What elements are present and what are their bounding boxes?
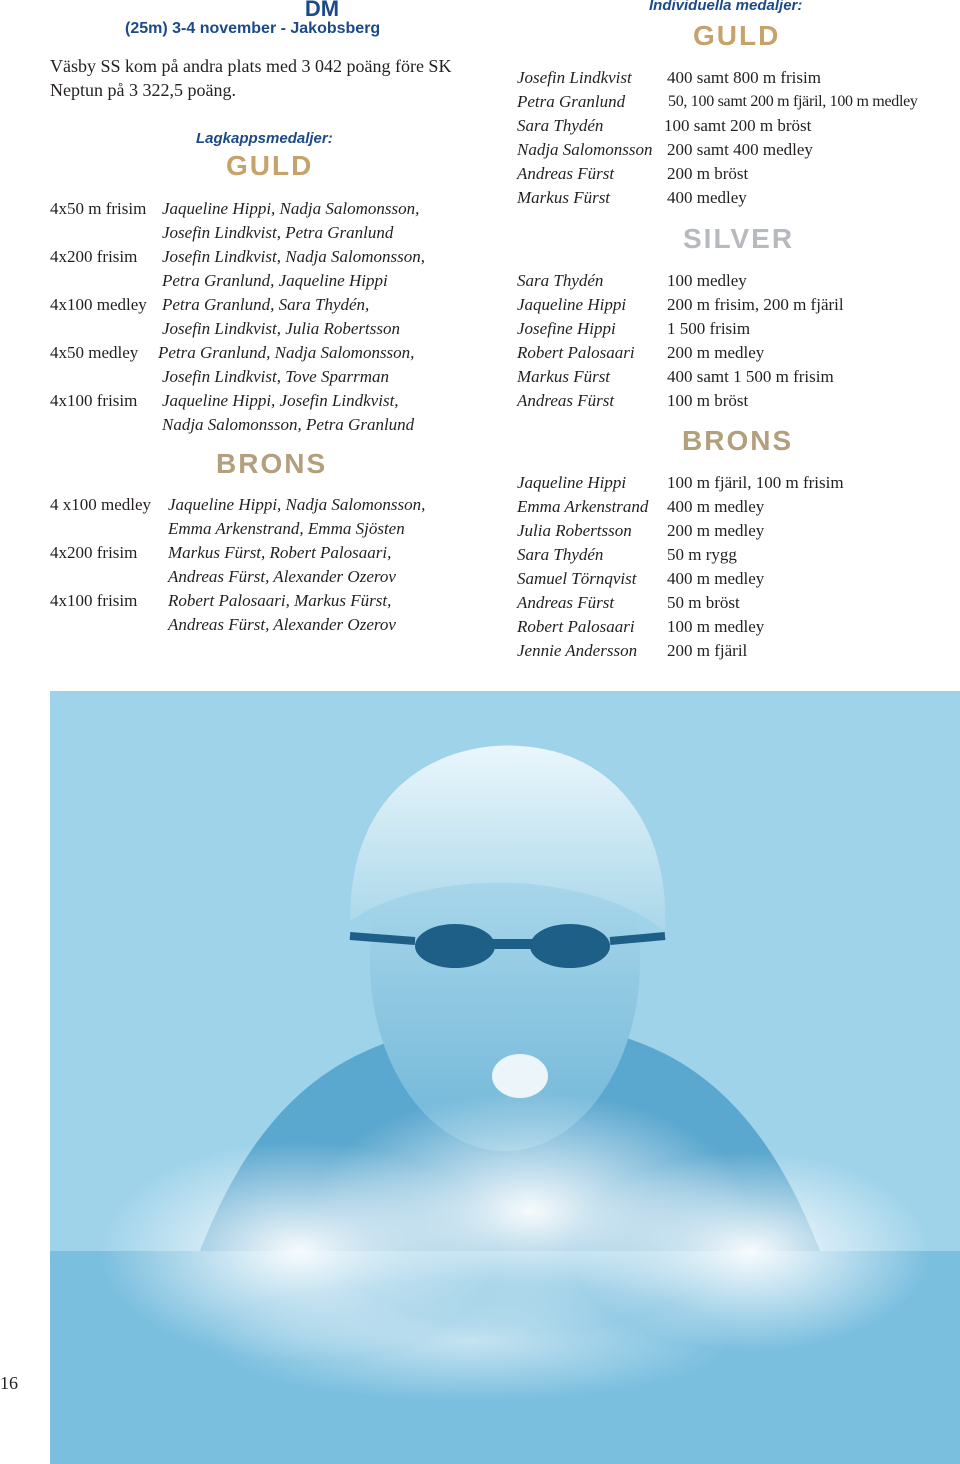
individual-bronze-row <box>517 495 960 519</box>
individual-bronze-heading: BRONS <box>682 425 794 456</box>
relay-names <box>162 293 400 341</box>
athlete-name: Samuel Törnqvist <box>517 569 637 588</box>
athlete-event: 100 m bröst <box>667 391 749 410</box>
athlete-name: Josefine Hippi <box>517 319 616 338</box>
athlete-event: 400 medley <box>667 188 747 207</box>
relay-event: 4x200 frisim <box>50 247 138 266</box>
relay-event: 4x100 medley <box>50 295 147 314</box>
athlete-event: 100 m fjäril, 100 m frisim <box>667 473 844 492</box>
athlete-name: Jennie Andersson <box>517 641 638 660</box>
relay-names-line: Petra Granlund, Jaqueline Hippi <box>162 271 388 290</box>
individual-silver-row <box>517 293 960 317</box>
athlete-name: Andreas Fürst <box>517 391 615 410</box>
individual-bronze-row <box>517 519 960 543</box>
relay-names-line: Emma Arkenstrand, Emma Sjösten <box>168 519 405 538</box>
individual-silver-row <box>517 365 960 389</box>
relay-names-line: Markus Fürst, Robert Palosaari, <box>168 543 392 562</box>
intro-paragraph: Väsby SS kom på andra plats med 3 042 poäng före SK Neptun på 3 322,5 poäng. <box>50 56 452 100</box>
relay-event: 4x200 frisim <box>50 543 138 562</box>
athlete-event: 50, 100 samt 200 m fjäril, 100 m medley <box>668 93 918 110</box>
individual-silver-row <box>517 341 960 365</box>
athlete-event: 50 m rygg <box>667 545 737 564</box>
relay-event: 4x100 frisim <box>50 591 138 610</box>
athlete-name: Petra Granlund <box>517 92 626 111</box>
individual-bronze-row <box>517 615 960 639</box>
athlete-event: 200 m bröst <box>667 164 749 183</box>
relay-bronze-heading: BRONS <box>216 448 328 479</box>
relay-names <box>162 197 419 245</box>
individual-bronze-row <box>517 567 960 591</box>
athlete-event: 200 m medley <box>667 343 765 362</box>
relay-names <box>158 341 414 389</box>
athlete-event: 200 m fjäril <box>667 641 748 660</box>
athlete-event: 50 m bröst <box>667 593 740 612</box>
athlete-event: 200 m medley <box>667 521 765 540</box>
athlete-name: Sara Thydén <box>517 271 604 290</box>
athlete-name: Sara Thydén <box>517 116 604 135</box>
individual-bronze-row <box>517 639 960 663</box>
individual-heading: Individuella medaljer: <box>649 0 803 14</box>
athlete-event: 1 500 frisim <box>667 319 751 338</box>
relay-names-line: Robert Palosaari, Markus Fürst, <box>168 591 392 610</box>
relay-names-line: Andreas Fürst, Alexander Ozerov <box>168 567 396 586</box>
athlete-name: Robert Palosaari <box>517 617 635 636</box>
individual-gold-row <box>517 66 960 90</box>
individual-bronze-row <box>517 591 960 615</box>
individual-gold-heading: GULD <box>693 20 781 51</box>
athlete-name: Markus Fürst <box>517 188 611 207</box>
relay-names-line: Andreas Fürst, Alexander Ozerov <box>168 615 396 634</box>
relay-names-line: Petra Granlund, Sara Thydén, <box>162 295 370 314</box>
athlete-event: 400 samt 1 500 m frisim <box>667 367 834 386</box>
individual-gold-row <box>517 138 960 162</box>
relay-names <box>168 541 396 589</box>
event-subtitle: (25m) 3-4 november - Jakobsberg <box>125 20 381 37</box>
athlete-name: Josefin Lindkvist <box>517 68 632 87</box>
athlete-name: Sara Thydén <box>517 545 604 564</box>
individual-silver-heading: SILVER <box>683 223 795 254</box>
relay-names <box>168 589 396 637</box>
athlete-event: 200 m frisim, 200 m fjäril <box>667 295 844 314</box>
athlete-name: Andreas Fürst <box>517 164 615 183</box>
athlete-name: Markus Fürst <box>517 367 611 386</box>
relay-names-line: Josefin Lindkvist, Nadja Salomonsson, <box>162 247 426 266</box>
relay-names-line: Petra Granlund, Nadja Salomonsson, <box>158 343 415 362</box>
page-title: DM <box>304 0 340 21</box>
athlete-event: 200 samt 400 medley <box>667 140 813 159</box>
relay-names-line: Josefin Lindkvist, Julia Robertsson <box>162 319 400 338</box>
athlete-event: 100 samt 200 m bröst <box>664 116 812 135</box>
relay-heading: Lagkappsmedaljer: <box>196 130 333 147</box>
athlete-event: 100 medley <box>667 271 747 290</box>
individual-gold-row <box>517 90 960 114</box>
relay-names <box>162 389 414 437</box>
athlete-name: Emma Arkenstrand <box>517 497 649 516</box>
relay-names-line: Jaqueline Hippi, Nadja Salomonsson, <box>168 495 426 514</box>
page-number: 16 <box>0 1373 18 1393</box>
athlete-name: Robert Palosaari <box>517 343 635 362</box>
individual-gold-row <box>517 186 960 210</box>
relay-event: 4x50 m frisim <box>50 199 147 218</box>
relay-event: 4x50 medley <box>50 343 139 362</box>
relay-names-line: Jaqueline Hippi, Nadja Salomonsson, <box>162 199 420 218</box>
individual-silver-row <box>517 269 960 293</box>
individual-gold-row <box>517 162 960 186</box>
relay-event: 4 x100 medley <box>50 495 152 514</box>
athlete-event: 100 m medley <box>667 617 765 636</box>
relay-names-line: Josefin Lindkvist, Petra Granlund <box>162 223 394 242</box>
relay-event: 4x100 frisim <box>50 391 138 410</box>
athlete-event: 400 m medley <box>667 569 765 588</box>
swimmer-photo <box>50 691 960 1464</box>
athlete-event: 400 m medley <box>667 497 765 516</box>
athlete-name: Nadja Salomonsson <box>517 140 653 159</box>
individual-gold-row <box>517 114 960 138</box>
swimmer-illustration <box>50 691 960 1464</box>
relay-names-line: Nadja Salomonsson, Petra Granlund <box>162 415 415 434</box>
individual-bronze-row <box>517 543 960 567</box>
athlete-name: Jaqueline Hippi <box>517 473 627 492</box>
athlete-name: Andreas Fürst <box>517 593 615 612</box>
individual-silver-row <box>517 389 960 413</box>
relay-names-line: Josefin Lindkvist, Tove Sparrman <box>162 367 389 386</box>
relay-names-line: Jaqueline Hippi, Josefin Lindkvist, <box>162 391 399 410</box>
athlete-name: Jaqueline Hippi <box>517 295 627 314</box>
individual-bronze-row <box>517 471 960 495</box>
relay-gold-heading: GULD <box>226 150 314 181</box>
athlete-name: Julia Robertsson <box>517 521 632 540</box>
relay-names <box>162 245 425 293</box>
athlete-event: 400 samt 800 m frisim <box>667 68 821 87</box>
relay-names <box>168 493 425 541</box>
individual-silver-row <box>517 317 960 341</box>
